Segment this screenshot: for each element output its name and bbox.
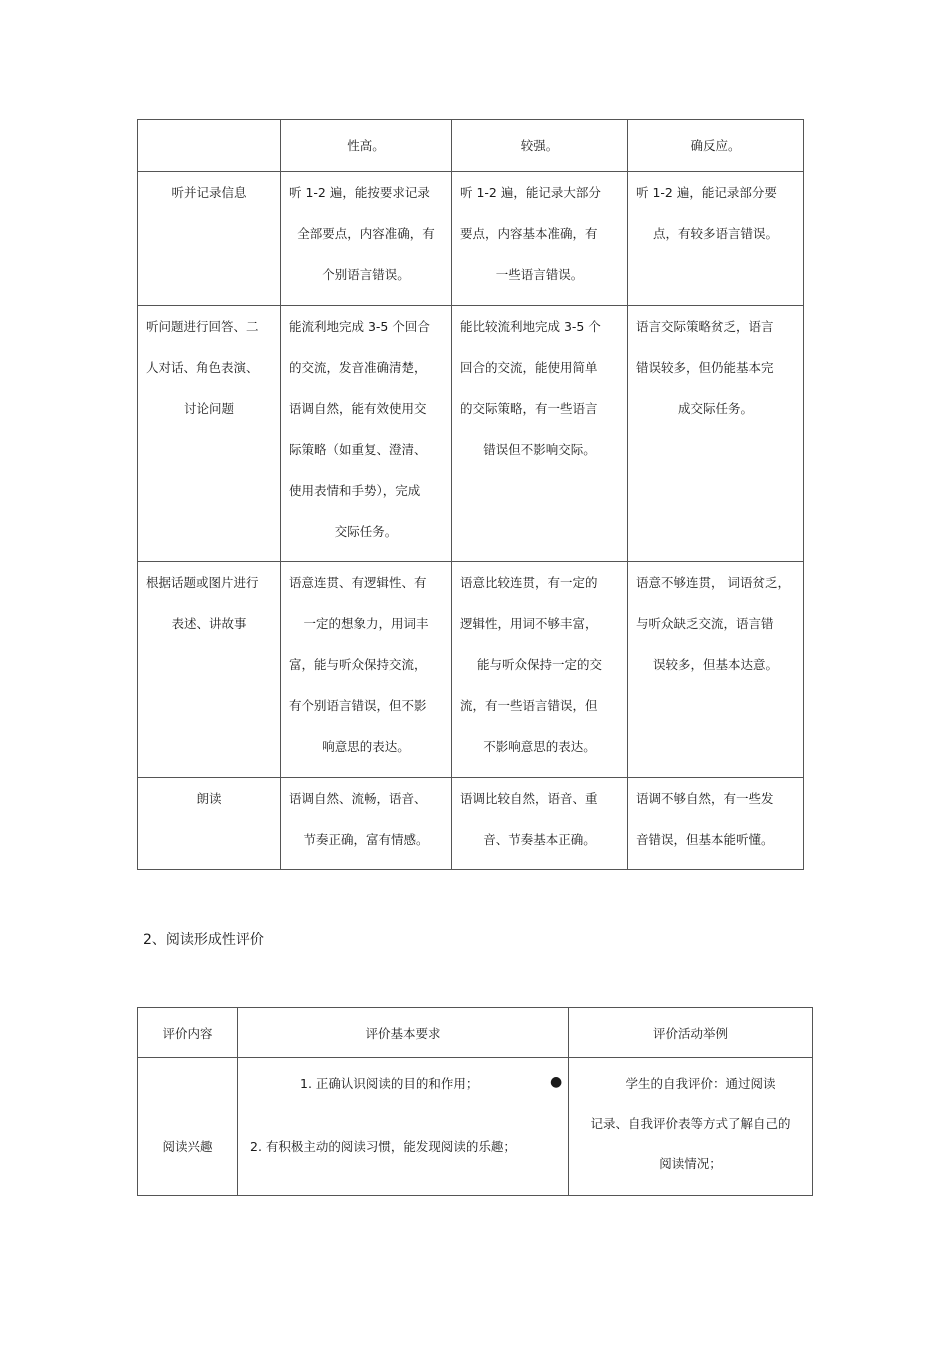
table1-header-row: [138, 120, 804, 172]
requirement-1: 1. 正确认识阅读的目的和作用；: [300, 1076, 479, 1091]
row-label: 听并记录信息: [138, 172, 281, 306]
level-fair-cell: 语言交际策略贫乏，语言 错误较多，但仍能基本完 成交际任务。: [628, 306, 804, 562]
section-heading: 2、阅读形成性评价: [143, 932, 264, 948]
level-fair-cell: 语调不够自然，有一些发 音错误，但基本能听懂。: [628, 778, 804, 870]
table1-header-excellent: 性高。: [281, 120, 452, 172]
level-fair-cell: 语意不够连贯， 词语贫乏， 与听众缺乏交流，语言错 误较多，但基本达意。: [628, 562, 804, 778]
level-excellent-cell: 语意连贯、有逻辑性、有 一定的想象力，用词丰 富，能与听众保持交流， 有个别语言错误，但不影 响意思的表达。: [281, 562, 452, 778]
table-row: [138, 1058, 813, 1196]
row-label: 听问题进行回答、二 人对话、角色表演、 讨论问题: [138, 306, 281, 562]
table2-header-requirements: 评价基本要求: [238, 1008, 569, 1058]
level-excellent-cell: 语调自然、流畅，语音、 节奏正确，富有情感。: [281, 778, 452, 870]
level-good-cell: 听 1-2 遍，能记录大部分 要点，内容基本准确，有 一些语言错误。: [452, 172, 628, 306]
level-fair-cell: 听 1-2 遍，能记录部分要 点，有较多语言错误。: [628, 172, 804, 306]
row-label: 根据话题或图片进行 表述、讲故事: [138, 562, 281, 778]
table-row: [138, 172, 804, 306]
table1-header-empty: [138, 120, 281, 172]
row-label: 阅读兴趣: [138, 1058, 238, 1196]
requirement-2: 2. 有积极主动的阅读习惯，能发现阅读的乐趣；: [250, 1139, 516, 1154]
bullet-icon: ●: [550, 1074, 563, 1090]
row-label: 朗读: [138, 778, 281, 870]
level-good-cell: 语意比较连贯，有一定的 逻辑性，用词不够丰富， 能与听众保持一定的交 流，有一些语言错误，但 不影响意思的表达。: [452, 562, 628, 778]
table1-header-good: 较强。: [452, 120, 628, 172]
table-row: [138, 306, 804, 562]
level-good-cell: 能比较流利地完成 3-5 个 回合的交流，能使用简单 的交际策略，有一些语言 错误但不影响交际。: [452, 306, 628, 562]
oral-assessment-table: [137, 119, 804, 870]
table2-header-examples: 评价活动举例: [569, 1008, 813, 1058]
table2-header-content: 评价内容: [138, 1008, 238, 1058]
table2-header-row: [138, 1008, 813, 1058]
level-excellent-cell: 听 1-2 遍，能按要求记录 全部要点，内容准确，有 个别语言错误。: [281, 172, 452, 306]
table-row: [138, 778, 804, 870]
level-good-cell: 语调比较自然，语音、重 音、节奏基本正确。: [452, 778, 628, 870]
example-cell: 学生的自我评价：通过阅读 记录、自我评价表等方式了解自己的 阅读情况；: [569, 1058, 813, 1196]
requirements-cell: [238, 1058, 569, 1196]
reading-assessment-table: [137, 1007, 813, 1196]
table1-header-fair: 确反应。: [628, 120, 804, 172]
level-excellent-cell: 能流利地完成 3-5 个回合 的交流，发音准确清楚， 语调自然，能有效使用交 际策略（如重复、澄清、 使用表情和手势），完成 交际任务。: [281, 306, 452, 562]
table-row: [138, 562, 804, 778]
